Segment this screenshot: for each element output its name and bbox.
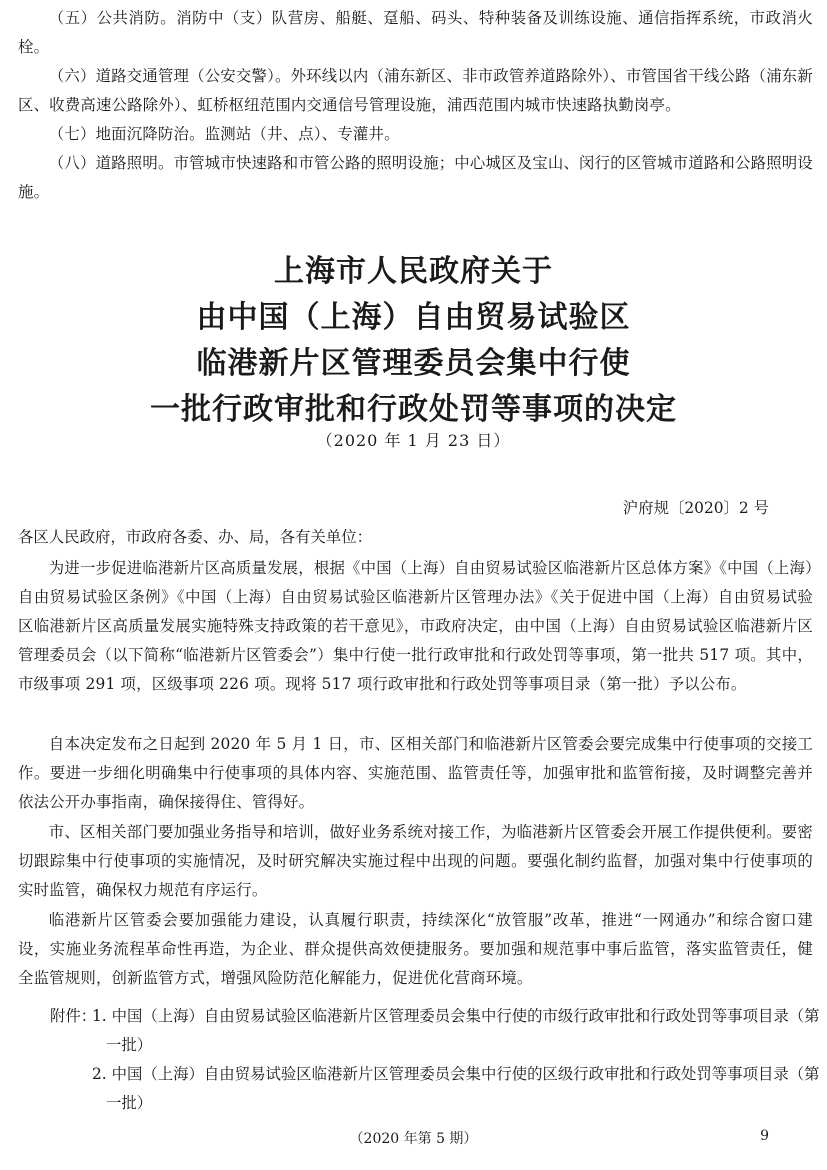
item-traffic-management: （六）道路交通管理（公安交警）。外环线以内（浦东新区、非市政管养道路除外）、市管国省干线公路（浦东新区、收费高速公路除外）、虹桥枢纽范围内交通信号管理设施，浦西范围内城市快速路执勤岗亭。 (18, 67, 813, 114)
item-public-fire: （五）公共消防。消防中（支）队营房、船艇、趸船、码头、特种装备及训练设施、通信指挥系统，市政消火栓。 (18, 9, 813, 56)
title-line-3: 临港新片区管理委员会集中行使 (196, 346, 631, 381)
body-paragraph-4: 临港新片区管委会要加强能力建设，认真履行职责，持续深化“放管服”改革，推进“一网通办”和综合窗口建设，实施业务流程革命性再造，为企业、群众提供高效便捷服务。要加强和规范事中事后监管，落实监管责任，健全监管规则，创新监管方式，增强风险防范化解能力，促进优化营商环境。 (18, 911, 813, 987)
title-line-4: 一批行政审批和行政处罚等事项的决定 (150, 392, 677, 427)
title-line-1: 上海市人民政府关于 (274, 254, 553, 289)
attachments-label: 附件： (50, 1007, 97, 1025)
issue-date: （2020 年 1 月 23 日） (316, 431, 511, 450)
body-paragraph-2: 自本决定发布之日起到 2020 年 5 月 1 日，市、区相关部门和临港新片区管委会要完成集中行使事项的交接工作。要进一步细化明确集中行使事项的具体内容、实施范围、监管责任等，加强审批和监管衔接，及时调整完善并依法公开办事指南，确保接得住、管得好。 (18, 735, 813, 811)
body-paragraph-1: 为进一步促进临港新片区高质量发展，根据《中国（上海）自由贸易试验区临港新片区总体方案》《中国（上海）自由贸易试验区条例》《中国（上海）自由贸易试验区临港新片区管理办法》《关于促进中国（上海）自由贸易试验区临港新片区高质量发展实施特殊支持政策的若干意见》，市政府决定，由中国（上海）自由贸易试验区临港新片区管理委员会（以下简称“临港新片区管委会”）集中行使一批行政审批和行政处罚等事项，第一批共 517 项。其中，市级事项 291 项，区级事项 226 项。现将 517 项行政审批和行政处罚等事项目录（第一批）予以公布。 (18, 559, 813, 693)
document-number: 沪府规〔2020〕2 号 (622, 499, 769, 517)
page-number: 9 (760, 1128, 769, 1144)
item-road-lighting: （八）道路照明。市管城市快速路和市管公路的照明设施；中心城区及宝山、闵行的区管城市道路和公路照明设施。 (18, 154, 813, 201)
addressee: 各区人民政府，市政府各委、办、局，各有关单位： (18, 528, 372, 546)
body-paragraph-3: 市、区相关部门要加强业务指导和培训，做好业务系统对接工作，为临港新片区管委会开展工作提供便利。要密切跟踪集中行使事项的实施情况，及时研究解决实施过程中出现的问题。要强化制约监督，加强对集中行使事项的实时监管，确保权力规范有序运行。 (18, 823, 813, 899)
attachment-item-1: 1. 中国（上海）自由贸易试验区临港新片区管理委员会集中行使的市级行政审批和行政处罚等事项目录（第一批） (92, 1007, 820, 1054)
title-line-2: 由中国（上海）自由贸易试验区 (196, 300, 631, 335)
issue-footer: （2020 年第 5 期） (349, 1131, 478, 1147)
item-subsidence-control: （七）地面沉降防治。监测站（井、点）、专灌井。 (48, 125, 400, 143)
attachment-item-2: 2. 中国（上海）自由贸易试验区临港新片区管理委员会集中行使的区级行政审批和行政处罚等事项目录（第一批） (92, 1065, 820, 1112)
